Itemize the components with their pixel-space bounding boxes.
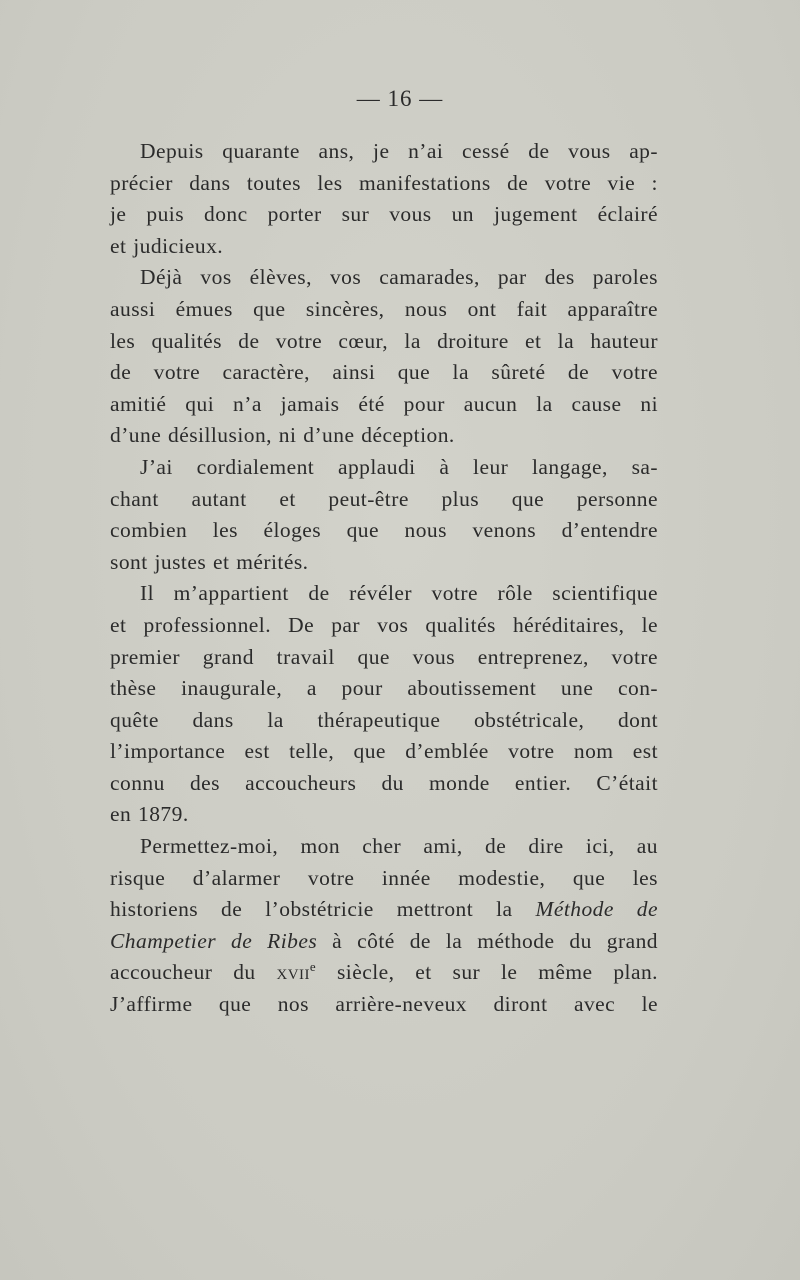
paragraph-4	[110, 578, 658, 831]
text-line: J’ai cordialement applaudi à leur langage, sa-	[140, 454, 658, 479]
text-line: sont justes et mérités.	[110, 549, 309, 574]
text-line: quête dans la thérapeutique obstétricale, dont	[110, 707, 658, 732]
text-line	[110, 894, 658, 926]
text-segment: accoucheur du	[110, 960, 277, 985]
text-line: premier grand travail que vous entreprenez, votre	[110, 644, 658, 669]
text-line: je puis donc porter sur vous un jugement éclairé	[110, 202, 658, 227]
text-line: amitié qui n’a jamais été pour aucun la cause ni	[110, 391, 658, 416]
text-line: l’importance est telle, que d’emblée votre nom est	[110, 739, 658, 764]
text-line: chant autant et peut-être plus que personne	[110, 486, 658, 511]
text-line: en 1879.	[110, 802, 189, 827]
body-text	[110, 136, 658, 1021]
text-line: risque d’alarmer votre innée modestie, que les	[110, 865, 658, 890]
century-numeral: xvii	[276, 960, 310, 985]
text-line: Déjà vos élèves, vos camarades, par des paroles	[140, 265, 658, 290]
text-line: Permettez-moi, mon cher ami, de dire ici, au	[140, 834, 658, 859]
text-line: précier dans toutes les manifestations de votre vie :	[110, 170, 658, 195]
century-superscript: e	[309, 959, 317, 975]
text-line: Il m’appartient de révéler votre rôle scientifique	[140, 581, 658, 606]
paragraph-5	[110, 831, 658, 1021]
text-line: les qualités de votre cœur, la droiture et la hauteur	[110, 328, 658, 353]
book-title-italic: Champetier de Ribes	[110, 928, 318, 953]
text-line: combien les éloges que nous venons d’entendre	[110, 518, 658, 543]
paragraph-2	[110, 262, 658, 452]
text-line: de votre caractère, ainsi que la sûreté de votre	[110, 360, 658, 385]
text-line: J’affirme que nos arrière-neveux diront avec le	[110, 992, 658, 1017]
text-line: Depuis quarante ans, je n’ai cessé de vous ap-	[140, 139, 658, 163]
paragraph-3	[110, 452, 658, 578]
text-line: connu des accoucheurs du monde entier. C’était	[110, 770, 658, 795]
text-line: et judicieux.	[110, 233, 224, 258]
text-line	[110, 926, 658, 958]
text-segment: siècle, et sur le même plan.	[316, 960, 658, 985]
text-line	[110, 957, 658, 989]
text-line: d’une désillusion, ni d’une déception.	[110, 423, 455, 448]
text-line: thèse inaugurale, a pour aboutissement une con-	[110, 676, 658, 701]
text-line: et professionnel. De par vos qualités héréditaires, le	[110, 612, 658, 637]
text-segment: à côté de la méthode du grand	[317, 928, 659, 953]
paragraph-1	[110, 136, 658, 262]
text-line: aussi émues que sincères, nous ont fait apparaître	[110, 296, 658, 321]
text-segment: historiens de l’obstétricie mettront la	[110, 897, 536, 922]
page-number: — 16 —	[356, 86, 444, 111]
book-title-italic: Méthode de	[535, 897, 658, 922]
